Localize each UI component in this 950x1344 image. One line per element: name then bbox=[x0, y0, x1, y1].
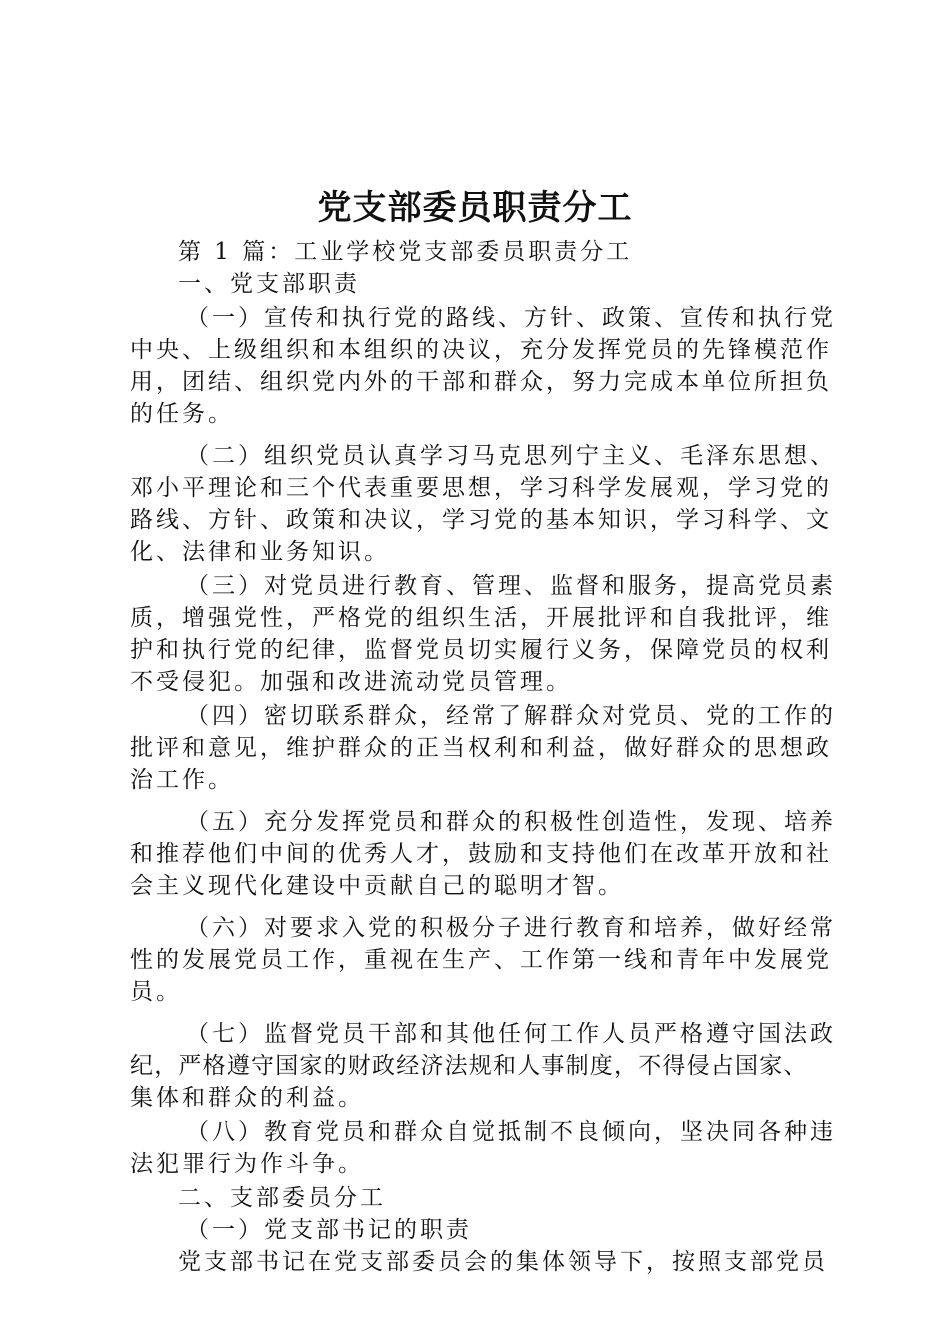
duty-item-line: （五）充分发挥党员和群众的积极性创造性，发现、培养 bbox=[186, 809, 836, 835]
section-heading-2: 二、支部委员分工 bbox=[178, 1185, 386, 1211]
duty-item-7 bbox=[130, 1018, 835, 1114]
duty-item-line: （一）宣传和执行党的路线、方针、政策、宣传和执行党 bbox=[186, 305, 836, 331]
duty-item-line: 会主义现代化建设中贡献自己的聪明才智。 bbox=[130, 873, 624, 899]
duty-item-line: 路线、方针、政策和决议，学习党的基本知识，学习科学、文 bbox=[130, 507, 832, 533]
duty-item-line: （三）对党员进行教育、管理、监督和服务，提高党员素 bbox=[186, 573, 836, 599]
document-body bbox=[130, 236, 835, 1278]
duty-item-line: 集体和群众的利益。 bbox=[130, 1085, 364, 1111]
duty-item-line: 用，团结、组织党内外的干部和群众，努力完成本单位所担负 bbox=[130, 369, 832, 395]
duty-item-8 bbox=[130, 1116, 835, 1180]
duty-item-line: 的任务。 bbox=[130, 401, 234, 427]
duty-item-line: （二）组织党员认真学习马克思列宁主义、毛泽东思想、 bbox=[186, 443, 836, 469]
duty-item-5 bbox=[130, 806, 835, 902]
duty-item-line: （六）对要求入党的积极分子进行教育和培养，做好经常 bbox=[186, 915, 836, 941]
duty-item-line: 批评和意见，维护群众的正当权利和利益，做好群众的思想政 bbox=[130, 735, 832, 761]
duty-item-3 bbox=[130, 570, 835, 698]
duty-item-line: 法犯罪行为作斗争。 bbox=[130, 1151, 364, 1177]
duty-item-line: 性的发展党员工作，重视在生产、工作第一线和青年中发展党 bbox=[130, 947, 832, 973]
duty-item-line: 护和执行党的纪律，监督党员切实履行义务，保障党员的权利 bbox=[130, 637, 832, 663]
duty-item-line: 不受侵犯。加强和改进流动党员管理。 bbox=[130, 669, 572, 695]
duty-item-line: （七）监督党员干部和其他任何工作人员严格遵守国法政 bbox=[186, 1021, 836, 1047]
section-heading-1: 一、党支部职责 bbox=[178, 271, 360, 297]
duty-item-line: 化、法律和业务知识。 bbox=[130, 539, 390, 565]
duty-item-line: 员。 bbox=[130, 979, 182, 1005]
sub-heading: （一）党支部书记的职责 bbox=[186, 1217, 472, 1243]
part-heading: 第 1 篇：工业学校党支部委员职责分工 bbox=[178, 239, 633, 265]
duty-item-6 bbox=[130, 912, 835, 1008]
duty-item-line: 邓小平理论和三个代表重要思想，学习科学发展观，学习党的 bbox=[130, 475, 832, 501]
duty-item-2 bbox=[130, 440, 835, 568]
duty-item-line: 和推荐他们中间的优秀人才，鼓励和支持他们在改革开放和社 bbox=[130, 841, 832, 867]
duty-item-line: 治工作。 bbox=[130, 767, 234, 793]
duty-item-line: 纪，严格遵守国家的财政经济法规和人事制度，不得侵占国家、 bbox=[130, 1053, 808, 1079]
duty-item-4 bbox=[130, 700, 835, 796]
document-title: 党支部委员职责分工 bbox=[317, 188, 633, 228]
duty-item-line: （八）教育党员和群众自觉抵制不良倾向，坚决同各种违 bbox=[186, 1119, 836, 1145]
duty-item-1 bbox=[130, 302, 835, 430]
paragraph-line: 党支部书记在党支部委员会的集体领导下，按照支部党员 bbox=[178, 1249, 828, 1275]
duty-item-line: （四）密切联系群众，经常了解群众对党员、党的工作的 bbox=[186, 703, 836, 729]
duty-item-line: 质，增强党性，严格党的组织生活，开展批评和自我批评，维 bbox=[130, 605, 832, 631]
duty-item-line: 中央、上级组织和本组织的决议，充分发挥党员的先锋模范作 bbox=[130, 337, 832, 363]
